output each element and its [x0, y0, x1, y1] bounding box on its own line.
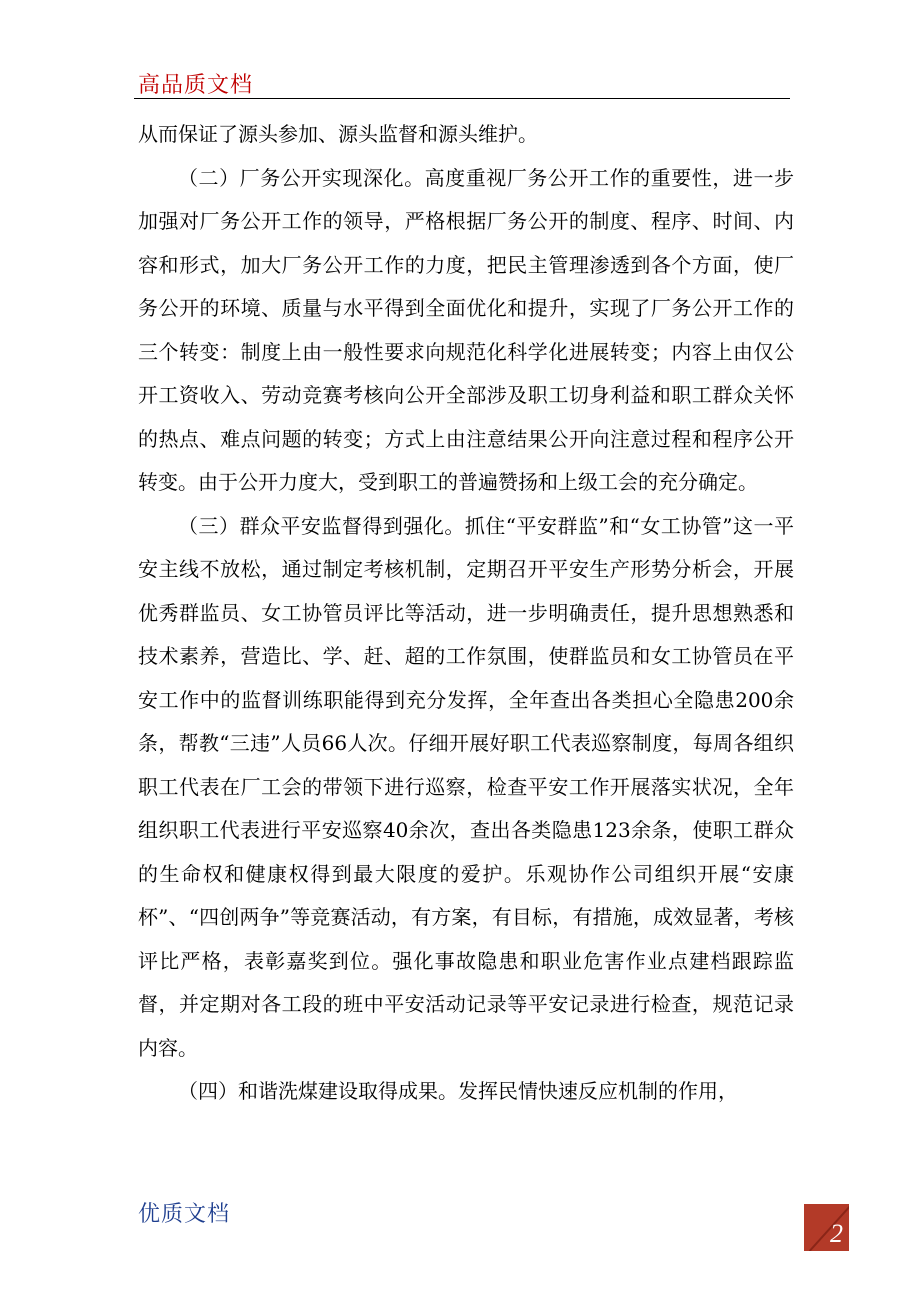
header-title: 高品质文档 — [138, 73, 254, 98]
page-number-badge — [804, 1204, 849, 1251]
paragraph-harmony-construction: （四）和谐洗煤建设取得成果。发挥民情快速反应机制的作用， — [178, 1079, 738, 1103]
page-number: 2 — [830, 1219, 843, 1248]
header-divider — [134, 98, 790, 99]
paragraph-safety-supervision: （三）群众平安监督得到强化。抓住“平安群监”和“女工协管”这一平安主线不放松，通过制定考核机制，定期召开平安生产形势分析会，开展优秀群监员、女工协管员评比等活动，进一步明确责任，提升思想熟悉和技术素养，营造比、学、赶、超的工作氛围，使群监员和女工协管员在平安工作中的监督训练职能得到充分发挥，全年查出各类担心全隐患200余条，帮教“三违”人员66人次。仔细开展好职工代表巡察制度，每周各组织职工代表在厂工会的带领下进行巡察，检查平安工作开展落实状况，全年组织职工代表进行平安巡察40余次，查出各类隐患123余条，使职工群众的生命权和健康权得到最大限度的爱护。乐观协作公司组织开展“安康杯”、“四创两争”等竞赛活动，有方案，有目标，有措施，成效显著，考核评比严格，表彰嘉奖到位。强化事故隐患和职业危害作业点建档跟踪监督，并定期对各工段的班中平安活动记录等平安记录进行检查，规范记录内容。 — [138, 513, 794, 1060]
paragraph-factory-affairs: （二）厂务公开实现深化。高度重视厂务公开工作的重要性，进一步加强对厂务公开工作的领导，严格根据厂务公开的制度、程序、时间、内容和形式，加大厂务公开工作的力度，把民主管理渗透到各个方面，使厂务公开的环境、质量与水平得到全面优化和提升，实现了厂务公开工作的三个转变：制度上由一般性要求向规范化科学化进展转变；内容上由仅公开工资收入、劳动竞赛考核向公开全部涉及职工切身利益和职工群众关怀的热点、难点问题的转变；方式上由注意结果公开向注意过程和程序公开转变。由于公开力度大，受到职工的普遍赞扬和上级工会的充分确定。 — [138, 165, 794, 494]
document-body — [138, 113, 794, 1114]
paragraph-continuation: 从而保证了源头参加、源头监督和源头维护。 — [138, 122, 538, 146]
footer-title: 优质文档 — [138, 1202, 231, 1227]
